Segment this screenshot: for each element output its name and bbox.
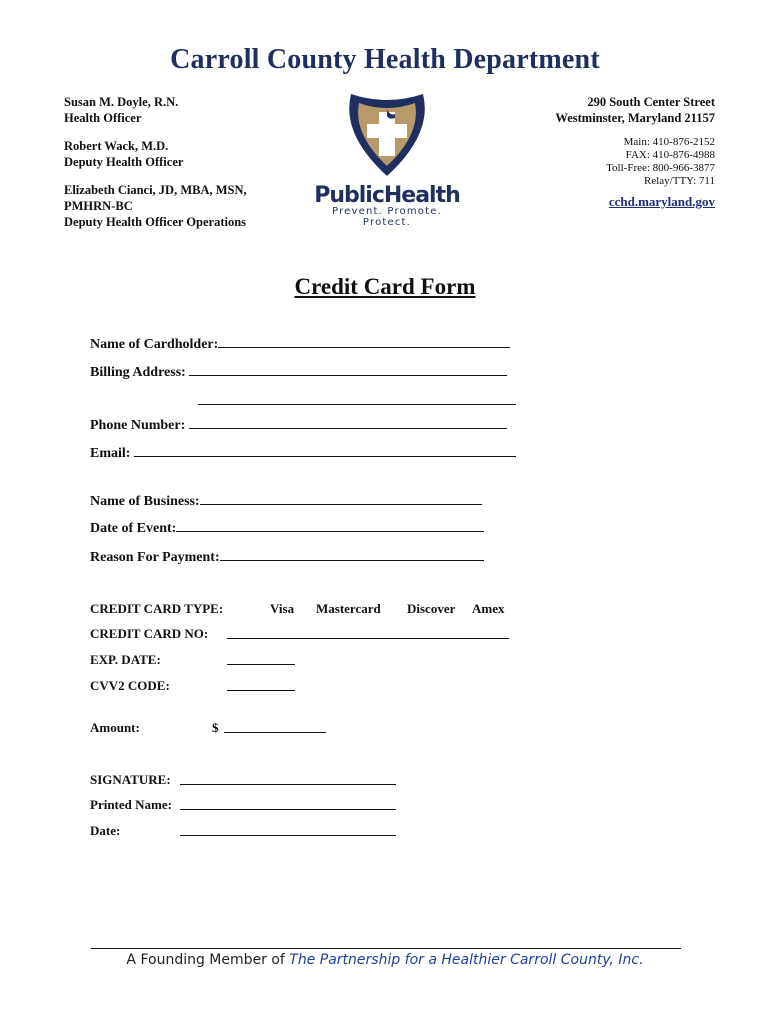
reason-label: Reason For Payment: (90, 550, 220, 565)
event-date-label: Date of Event: (90, 521, 177, 536)
cvv-label: CVV2 CODE: (90, 678, 170, 693)
staff-role: Deputy Health Officer Operations (64, 215, 247, 229)
toll-free-number: Toll-Free: 800-966-3877 (606, 162, 715, 174)
logo-tagline: Prevent. Promote. Protect. (332, 206, 442, 228)
staff-name: Elizabeth Cianci, JD, MBA, MSN, (64, 183, 247, 197)
staff-list (64, 94, 247, 242)
amount-currency-symbol: $ (212, 720, 219, 735)
cardholder-name-label: Name of Cardholder: (90, 337, 219, 352)
card-number-row (90, 626, 208, 642)
staff-role: Deputy Health Officer (64, 155, 184, 169)
public-health-logo (312, 88, 462, 228)
phone-list (555, 136, 715, 188)
amount-field[interactable] (224, 720, 326, 733)
card-number-field[interactable] (227, 626, 509, 639)
amount-label: Amount: (90, 720, 140, 735)
footer-prefix: A Founding Member of (126, 952, 290, 968)
card-type-discover[interactable]: Discover (407, 601, 456, 616)
date-label: Date: (90, 823, 121, 838)
phone-field[interactable] (189, 416, 507, 429)
staff-entry (64, 182, 247, 230)
card-number-label: CREDIT CARD NO: (90, 626, 209, 641)
website-link[interactable]: cchd.maryland.gov (608, 194, 715, 209)
shield-cross-logo-icon (339, 88, 435, 180)
card-type-mastercard[interactable]: Mastercard (316, 601, 381, 616)
billing-address-field-2[interactable] (198, 392, 516, 405)
form-title: Credit Card Form (294, 274, 476, 299)
printed-name-field[interactable] (180, 797, 396, 810)
signature-label: SIGNATURE: (90, 772, 171, 787)
cardholder-name-row (90, 335, 510, 353)
card-type-visa[interactable]: Visa (270, 601, 295, 616)
reason-row (90, 548, 484, 566)
billing-address-row (90, 363, 507, 381)
billing-address-row-2 (198, 392, 516, 410)
cardholder-name-field[interactable] (218, 335, 510, 348)
fax-number: FAX: 410-876-4988 (625, 149, 715, 161)
date-field[interactable] (180, 823, 396, 836)
printed-name-row (90, 797, 172, 813)
email-label: Email: (90, 446, 134, 461)
footer-text (0, 952, 770, 968)
business-row (90, 492, 482, 510)
address-line-1: 290 South Center Street (587, 95, 715, 109)
billing-address-label: Billing Address: (90, 365, 190, 380)
email-row (90, 444, 516, 462)
signature-row (90, 772, 171, 788)
exp-date-label: EXP. DATE: (90, 652, 161, 667)
phone-label: Phone Number: (90, 418, 189, 433)
event-date-field[interactable] (176, 519, 484, 532)
reason-field[interactable] (220, 548, 484, 561)
staff-entry (64, 138, 247, 170)
staff-name: Susan M. Doyle, R.N. (64, 95, 179, 109)
cvv-row (90, 678, 170, 694)
business-field[interactable] (200, 492, 482, 505)
billing-address-field[interactable] (189, 363, 507, 376)
printed-name-label: Printed Name: (90, 797, 172, 812)
signature-field[interactable] (180, 772, 396, 785)
phone-row (90, 416, 507, 434)
exp-date-row (90, 652, 161, 668)
department-title: Carroll County Health Department (170, 44, 600, 75)
cvv-field[interactable] (227, 678, 295, 691)
partnership-link[interactable]: The Partnership for a Healthier Carroll County, Inc. (289, 952, 644, 968)
staff-name-continued: PMHRN-BC (64, 199, 133, 213)
date-row (90, 823, 120, 839)
staff-role: Health Officer (64, 111, 142, 125)
contact-block (555, 94, 715, 210)
exp-date-field[interactable] (227, 652, 295, 665)
card-type-label: CREDIT CARD TYPE: (90, 601, 224, 616)
card-type-amex[interactable]: Amex (472, 601, 505, 616)
relay-number: Relay/TTY: 711 (644, 175, 715, 187)
event-date-row (90, 519, 484, 537)
staff-entry (64, 94, 247, 126)
footer-divider (91, 948, 681, 949)
address-line-2: Westminster, Maryland 21157 (555, 111, 715, 125)
business-label: Name of Business: (90, 494, 200, 509)
card-type-row (90, 601, 505, 617)
logo-wordmark: PublicHealth (314, 183, 460, 208)
main-phone: Main: 410-876-2152 (623, 136, 715, 148)
email-field[interactable] (134, 444, 516, 457)
amount-row (90, 720, 219, 736)
staff-name: Robert Wack, M.D. (64, 139, 169, 153)
